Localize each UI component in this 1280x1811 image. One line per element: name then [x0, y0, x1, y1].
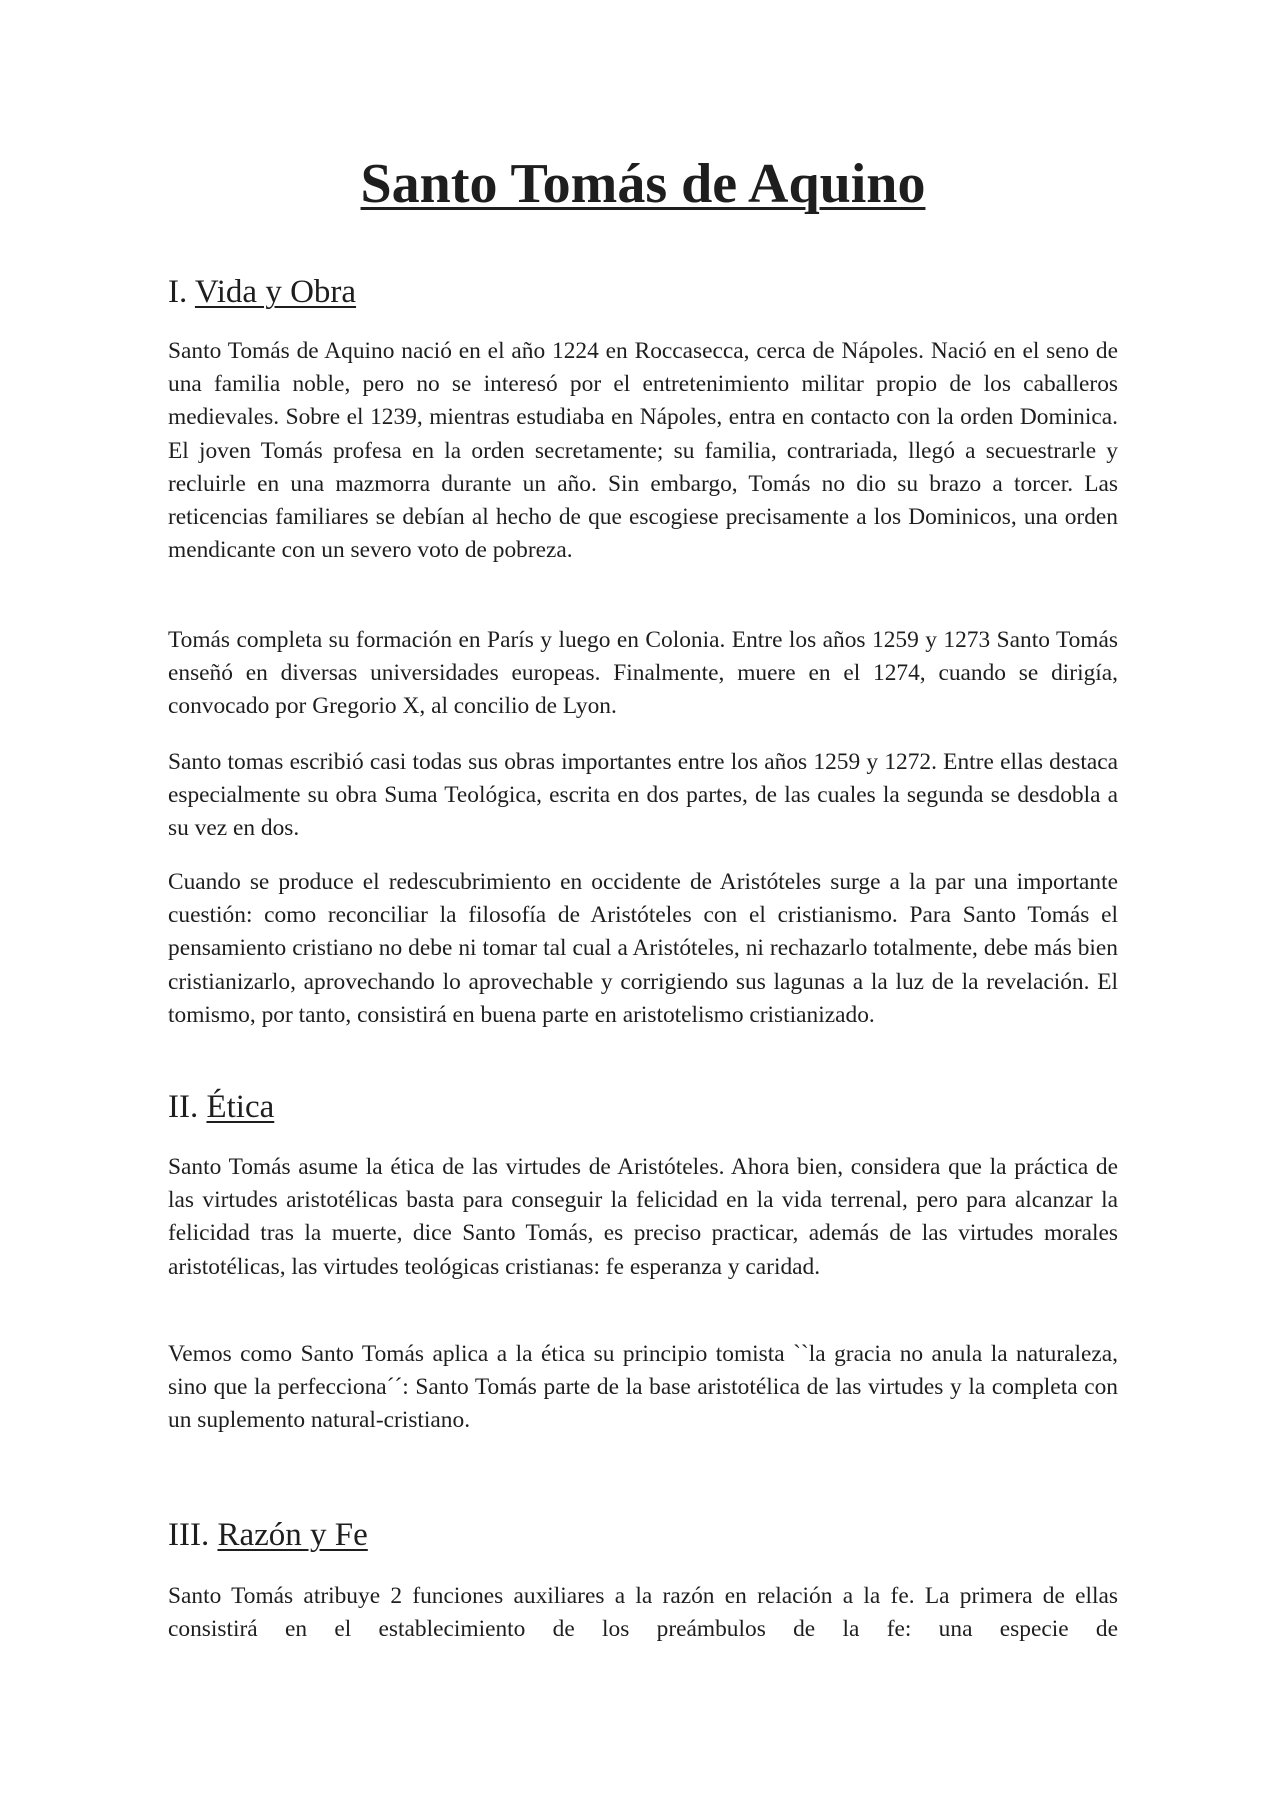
- paragraph: Santo Tomás atribuye 2 funciones auxiliares a la razón en relación a la fe. La primera de ellas consistirá en el establecimiento de los preámbulos de la fe: una especie de: [168, 1583, 1118, 1643]
- paragraph: Vemos como Santo Tomás aplica a la ética su principio tomista ``la gracia no anula la naturaleza, sino que la perfecciona´´: Santo Tomás parte de la base aristotélica de las virtudes y la completa con un suplemento natural-cristiano.: [168, 1341, 1118, 1434]
- section-heading-etica: [168, 1085, 274, 1129]
- paragraph: Santo Tomás de Aquino nació en el año 1224 en Roccasecca, cerca de Nápoles. Nació en el seno de una familia noble, pero no se interesó por el entretenimiento militar propio de los caballeros medievales. Sobre el 1239, mientras estudiaba en Nápoles, entra en contacto con la orden Dominica. El joven Tomás profesa en la orden secretamente; su familia, contrariada, llegó a secuestrarle y recluirle en una mazmorra durante un año. Sin embargo, Tomás no dio su brazo a torcer. Las reticencias familiares se debían al hecho de que escogiese precisamente a los Dominicos, una orden mendicante con un severo voto de pobreza.: [168, 338, 1118, 564]
- section-numeral: I.: [168, 274, 188, 310]
- section-numeral: II.: [168, 1089, 199, 1125]
- paragraph: Santo tomas escribió casi todas sus obras importantes entre los años 1259 y 1272. Entre ellas destaca especialmente su obra Suma Teológica, escrita en dos partes, de las cuales la segunda se desdobla a su vez en dos.: [168, 749, 1118, 842]
- section-heading-razon-y-fe: [168, 1513, 368, 1557]
- paragraph: Cuando se produce el redescubrimiento en occidente de Aristóteles surge a la par una importante cuestión: como reconciliar la filosofía de Aristóteles con el cristianismo. Para Santo Tomás el pensamiento cristiano no debe ni tomar tal cual a Aristóteles, ni rechazarlo totalmente, debe más bien cristianizarlo, aprovechando lo aprovechable y corrigiendo sus lagunas a la luz de la revelación. El tomismo, por tanto, consistirá en buena parte en aristotelismo cristianizado.: [168, 869, 1118, 1028]
- section-heading-text: Ética: [206, 1089, 275, 1125]
- paragraph: Tomás completa su formación en París y luego en Colonia. Entre los años 1259 y 1273 Santo Tomás enseñó en diversas universidades europeas. Finalmente, muere en el 1274, cuando se dirigía, convocado por Gregorio X, al concilio de Lyon.: [168, 627, 1118, 720]
- section-heading-vida-y-obra: [168, 270, 356, 314]
- section-numeral: III.: [168, 1517, 210, 1553]
- page-title: Santo Tomás de Aquino: [360, 153, 926, 215]
- paragraph: Santo Tomás asume la ética de las virtudes de Aristóteles. Ahora bien, considera que la práctica de las virtudes aristotélicas basta para conseguir la felicidad en la vida terrenal, pero para alcanzar la felicidad tras la muerte, dice Santo Tomás, es preciso practicar, además de las virtudes morales aristotélicas, las virtudes teológicas cristianas: fe esperanza y caridad.: [168, 1154, 1118, 1280]
- section-heading-text: Vida y Obra: [194, 274, 357, 310]
- section-heading-text: Razón y Fe: [217, 1517, 368, 1553]
